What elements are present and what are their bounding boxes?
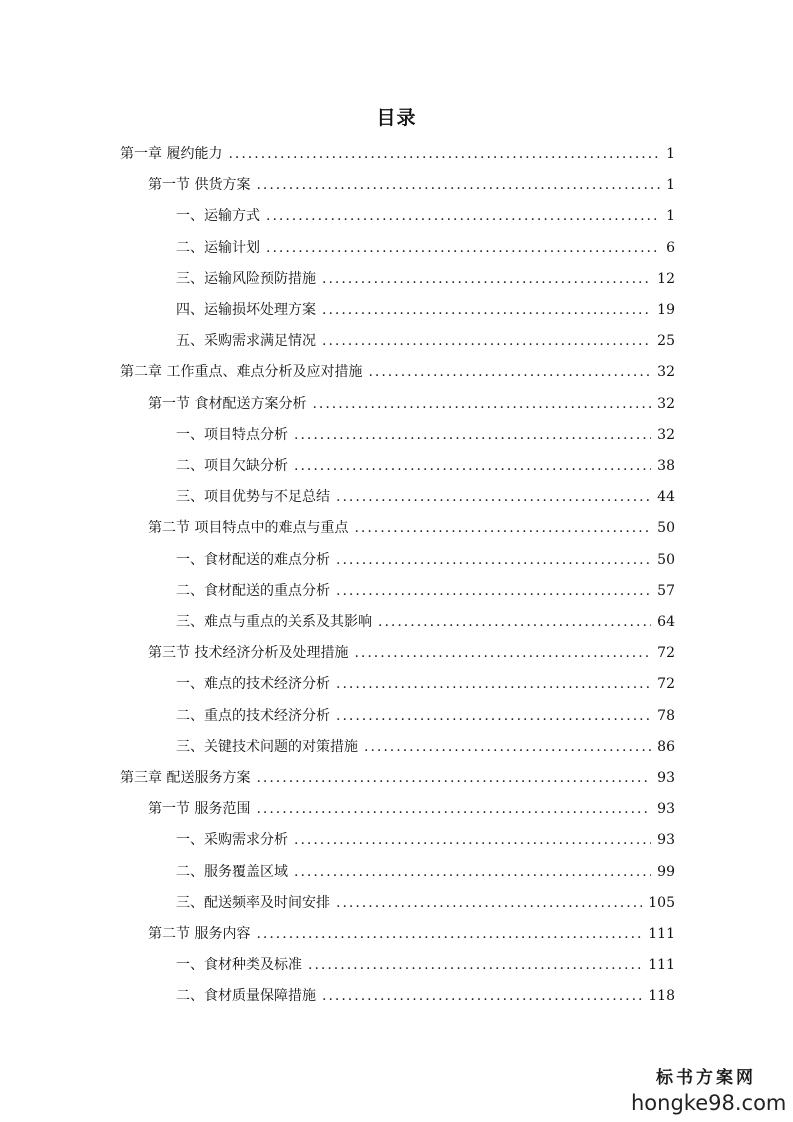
toc-entry-page: 32 <box>657 395 675 412</box>
toc-entry-label: 三、运输风险预防措施 <box>176 270 316 287</box>
toc-entry-label: 一、食材配送的难点分析 <box>176 551 330 568</box>
toc-entry-label: 一、难点的技术经济分析 <box>176 676 330 693</box>
toc-leader-dots <box>336 701 651 732</box>
toc-entry[interactable] <box>176 825 675 856</box>
toc-entry-label: 二、食材配送的重点分析 <box>176 582 330 599</box>
page-title: 目录 <box>376 107 417 129</box>
toc-entry[interactable] <box>120 139 675 170</box>
toc-entry[interactable] <box>176 545 675 576</box>
toc-entry[interactable] <box>176 420 675 451</box>
toc-entry-label: 一、采购需求分析 <box>176 832 288 849</box>
toc-leader-dots <box>266 201 660 232</box>
toc-entry-page: 32 <box>657 364 675 381</box>
toc-entry[interactable] <box>148 638 675 669</box>
toc-entry[interactable] <box>176 669 675 700</box>
toc-entry[interactable] <box>148 389 675 420</box>
toc-entry[interactable] <box>176 701 675 732</box>
toc-entry[interactable] <box>176 451 675 482</box>
toc-entry-page: 6 <box>666 239 675 256</box>
toc-leader-dots <box>294 857 651 888</box>
toc-entry-label: 第三章 配送服务方案 <box>120 770 251 786</box>
toc-entry[interactable] <box>176 295 675 326</box>
watermark-logo <box>631 1066 787 1116</box>
toc-leader-dots <box>336 888 642 919</box>
toc-entry[interactable] <box>176 950 675 981</box>
toc-entry[interactable] <box>176 264 675 295</box>
toc-entry-page: 93 <box>657 832 675 849</box>
toc-entry-page: 50 <box>657 520 675 537</box>
toc-entry-page: 1 <box>666 208 675 225</box>
toc-entry-label: 四、运输损坏处理方案 <box>176 302 316 318</box>
toc-entry-label: 第二节 服务内容 <box>148 926 251 942</box>
toc-leader-dots <box>322 295 651 326</box>
toc-entry-page: 93 <box>657 801 675 818</box>
toc-entry[interactable] <box>148 919 675 950</box>
toc-entry[interactable] <box>176 576 675 607</box>
toc-entry-page: 64 <box>657 614 675 630</box>
toc-leader-dots <box>256 763 651 794</box>
toc-entry-page: 19 <box>657 302 675 318</box>
toc-leader-dots <box>228 139 660 170</box>
toc-entry[interactable] <box>176 857 675 888</box>
toc-entry-label: 一、食材种类及标准 <box>176 957 302 974</box>
toc-leader-dots <box>294 451 651 482</box>
toc-leader-dots <box>256 794 651 825</box>
toc-entry-page: 32 <box>657 426 675 443</box>
watermark-name: 标书方案网 <box>656 1068 756 1088</box>
toc-entry-label: 一、项目特点分析 <box>176 426 288 443</box>
toc-entry[interactable] <box>176 888 675 919</box>
toc-entry-page: 111 <box>648 926 675 942</box>
toc-entry[interactable] <box>176 201 675 232</box>
toc-leader-dots <box>256 919 642 950</box>
toc-entry-label: 三、配送频率及时间安排 <box>176 894 330 911</box>
toc-leader-dots <box>294 825 651 856</box>
toc-entry-page: 50 <box>657 551 675 568</box>
toc-leader-dots <box>256 170 660 201</box>
toc-entry-page: 1 <box>666 177 675 194</box>
toc-entry-page: 86 <box>657 738 675 755</box>
toc-entry[interactable] <box>176 981 675 1012</box>
toc-entry[interactable] <box>148 794 675 825</box>
toc-entry-label: 第二节 项目特点中的难点与重点 <box>148 520 349 537</box>
toc-entry-page: 93 <box>657 770 675 786</box>
toc-leader-dots <box>368 357 651 388</box>
toc-entry-page: 44 <box>657 489 675 506</box>
toc-entry-label: 三、关键技术问题的对策措施 <box>176 738 358 755</box>
toc-leader-dots <box>322 326 651 357</box>
toc-entry-label: 二、项目欠缺分析 <box>176 458 288 474</box>
toc-entry[interactable] <box>176 482 675 513</box>
toc-entry-page: 1 <box>666 146 675 162</box>
toc-leader-dots <box>312 389 651 420</box>
toc-leader-dots <box>336 669 651 700</box>
toc-leader-dots <box>266 233 660 264</box>
toc-leader-dots <box>336 482 651 513</box>
toc-entry-label: 二、食材质量保障措施 <box>176 988 316 1005</box>
toc-entry-page: 38 <box>657 458 675 474</box>
toc-entry-label: 第一节 供货方案 <box>148 177 251 194</box>
toc-entry-page: 105 <box>648 894 675 911</box>
toc-entry-page: 118 <box>648 988 675 1005</box>
toc-leader-dots <box>354 638 651 669</box>
toc-entry[interactable] <box>176 607 675 638</box>
toc-leader-dots <box>364 732 651 763</box>
toc-entry-label: 第二章 工作重点、难点分析及应对措施 <box>120 364 363 381</box>
toc-entry-page: 99 <box>657 863 675 880</box>
toc-entry-label: 一、运输方式 <box>176 208 260 225</box>
toc-entry-page: 12 <box>657 270 675 287</box>
toc-entry[interactable] <box>176 326 675 357</box>
toc-entry[interactable] <box>120 357 675 388</box>
toc-leader-dots <box>294 420 651 451</box>
toc-entry-page: 25 <box>657 333 675 350</box>
toc-entry[interactable] <box>176 233 675 264</box>
toc-entry[interactable] <box>148 513 675 544</box>
toc-entry-page: 78 <box>657 707 675 724</box>
toc-leader-dots <box>336 576 651 607</box>
toc-entry-label: 三、难点与重点的关系及其影响 <box>176 614 372 630</box>
toc-entry[interactable] <box>176 732 675 763</box>
watermark-url: hongke98.com <box>631 1091 787 1115</box>
toc-entry-page: 72 <box>657 645 675 662</box>
toc-entry-label: 五、采购需求满足情况 <box>176 333 316 350</box>
toc-entry-label: 三、项目优势与不足总结 <box>176 489 330 506</box>
toc-leader-dots <box>322 981 642 1012</box>
toc-leader-dots <box>354 513 651 544</box>
toc-leader-dots <box>336 545 651 576</box>
toc-entry[interactable] <box>120 763 675 794</box>
toc-leader-dots <box>322 264 651 295</box>
toc-entry-label: 二、运输计划 <box>176 239 260 256</box>
toc-entry[interactable] <box>148 170 675 201</box>
toc-entry-label: 二、服务覆盖区域 <box>176 863 288 880</box>
toc-leader-dots <box>378 607 651 638</box>
toc-entry-label: 二、重点的技术经济分析 <box>176 707 330 724</box>
toc-entry-label: 第三节 技术经济分析及处理措施 <box>148 645 349 662</box>
toc-entry-page: 111 <box>648 957 675 974</box>
toc-entry-page: 57 <box>657 582 675 599</box>
toc-entry-page: 72 <box>657 676 675 693</box>
toc-leader-dots <box>308 950 642 981</box>
toc-entry-label: 第一节 服务范围 <box>148 801 251 818</box>
toc-entry-label: 第一节 食材配送方案分析 <box>148 395 307 412</box>
toc-entry-label: 第一章 履约能力 <box>120 146 223 162</box>
